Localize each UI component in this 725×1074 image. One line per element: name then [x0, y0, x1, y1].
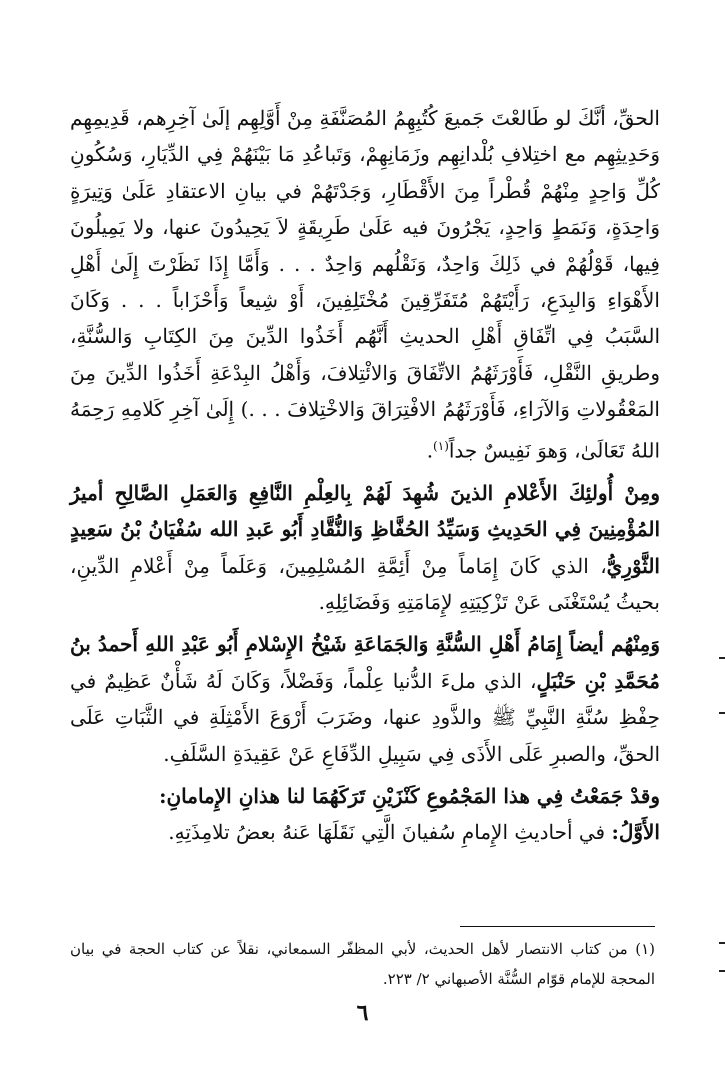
- footnote-separator: [460, 926, 655, 927]
- paragraph-first: [70, 814, 660, 850]
- main-text: [70, 100, 660, 851]
- paragraph-text: الحقِّ، أنَّكَ لو طَالعْتَ جَميعَ كُتُبِهِمُ المُصَنَّفَةِ مِنْ أَوَّلِهِم إلَىٰ آخِرِهم، قَدِيمِهِم وَحَدِيثِهِم مع اختِلافِ بُلْدانِهِم وزَمَانِهِمْ، وَتَباعُدِ مَا بَيْنَهُمْ فِي الدِّيَارِ، وَسُكُونِ كُلِّ وَاحِدٍ مِنْهُمْ قُطْراً مِنَ الأَقْطَارِ، وَجَدْتَهُمْ في بيانِ الاعتقادِ عَلَىٰ وَتِيرَةٍ وَاحِدَةٍ، وَنَمَطٍ وَاحِدٍ، يَجْرُونَ فيه عَلَىٰ طَرِيقَةٍ لاَ يَحِيدُونَ عنها، ولا يَمِيلُونَ فِيها، قَوْلُهُمْ في ذَلِكَ وَاحِدٌ، وَنَقْلُهم وَاحِدٌ . . . وَأَمَّا إِذَا نَظَرْتَ إِلَىٰ أَهْلِ الأَهْوَاءِ وَالبِدَعِ، رَأَيْتَهُمْ مُتَفَرِّقِينَ مُخْتَلِفِينَ، أَوْ شِيعاً وَأَحْزَاباً . . . وَكَانَ السَّبَبُ فِي اتِّفَاقِ أَهْلِ الحديثِ أَنَّهُم أَخَذُوا الدِّينَ مِنَ الكِتَابِ وَالسُّنَّةِ، وطريقِ النَّقْلِ، فَأَوْرَثَهُمُ الاتِّفَاقَ وَالائْتِلافَ، وَأَهْلُ البِدْعَةِ أَخَذُوا الدِّينَ مِنَ المَعْقُولاتِ وَالآرَاءِ، فَأَوْرَثَهُمُ الافْتِرَاقَ وَالاخْتِلافَ . . .) إِلَىٰ آخِرِ كَلامِهِ رَحِمَهُ اللهُ تَعَالَىٰ، وَهوَ نَفِيسٌ جداً: [70, 106, 660, 463]
- paragraph-lead: ومِنْ أُولئِكَ الأَعْلامِ الذينَ شُهِدَ لَهُمْ بِالعِلْمِ النَّافِعِ وَالعَمَلِ الصَّالِحِ أميرُ المُؤْمِنِينَ فِي الحَدِيثِ وَسَيِّدُ الحُفَّاظِ وَالنُّقَّادِ أَبُو عَبدِ الله سُفْيَانُ بْنُ سَعِيدٍ الثَّوْرِيُّ: [70, 480, 660, 578]
- paragraph-quote: [70, 100, 660, 469]
- paragraph-ahmad: [70, 626, 660, 772]
- footnote-marker: (١): [635, 940, 655, 958]
- paragraph-text: ، الذي ملءَ الدُّنيا عِلْماً، وَفَضْلاً، وَكَانَ لَهُ شَأْنٌ عَظِيمٌ في حِفْظِ سُنَّةِ النَّبِيِّ ﷺ والذَّودِ عنها، وضَرَبَ أَرْوَعَ الأَمْثِلَةِ في الثَّبَاتِ عَلَى الحقِّ، والصبرِ عَلَى الأَذَى فِي سَبِيلِ الدِّفَاعِ عَنْ عَقِيدَةِ السَّلَفِ.: [70, 668, 660, 766]
- edge-mark: [719, 712, 725, 714]
- footnote: [70, 934, 655, 994]
- paragraph-text: في أحاديثِ الإِمامِ سُفيانَ الَّتِي نَقَلَهَا عَنهُ بعضُ تلامِذَتِهِ.: [168, 820, 612, 845]
- paragraph-collection: [70, 778, 660, 814]
- page-number: ٦: [356, 1000, 369, 1026]
- edge-mark: [719, 657, 725, 659]
- edge-mark: [719, 942, 725, 944]
- paragraph-text: ، الذي كَانَ إِمَاماً مِنْ أَئِمَّةِ المُسْلِمِينَ، وَعَلَماً مِنْ أَعْلامِ الدِّينِ، بحيثُ يُسْتَغْنَى عَنْ تَزْكِيَتِهِ لإِمَامَتِهِ وَفَضَائِلِهِ.: [70, 553, 660, 614]
- edge-mark: [719, 970, 725, 972]
- paragraph-lead: وقدْ جَمَعْتُ فِي هذا المَجْمُوعِ كَنْزَيْنِ تَرَكَهُمَا لنا هذانِ الإِمامانِ:: [159, 783, 660, 808]
- paragraph-sufyan: [70, 475, 660, 621]
- footnote-text: من كتاب الانتصار لأهل الحديث، لأبي المظفّر السمعاني، نقلاً عن كتاب الحجة في بيان المحجة للإمام قوّام السُّنَّة الأصبهاني ٢/ ٢٢٣.: [70, 940, 655, 988]
- paragraph-lead: وَمِنْهُم أيضاً إِمَامُ أَهْلِ السُّنَّةِ وَالجَمَاعَةِ شَيْخُ الإِسْلامِ أَبُو عَبْدِ اللهِ أَحمدُ بنُ مُحَمَّدِ بْنِ حَنْبَلٍ: [70, 632, 661, 693]
- paragraph-lead: الأَوَّلُ:: [611, 820, 660, 845]
- paragraph-trailing: .: [426, 438, 434, 463]
- footnote-reference: (١): [433, 438, 449, 453]
